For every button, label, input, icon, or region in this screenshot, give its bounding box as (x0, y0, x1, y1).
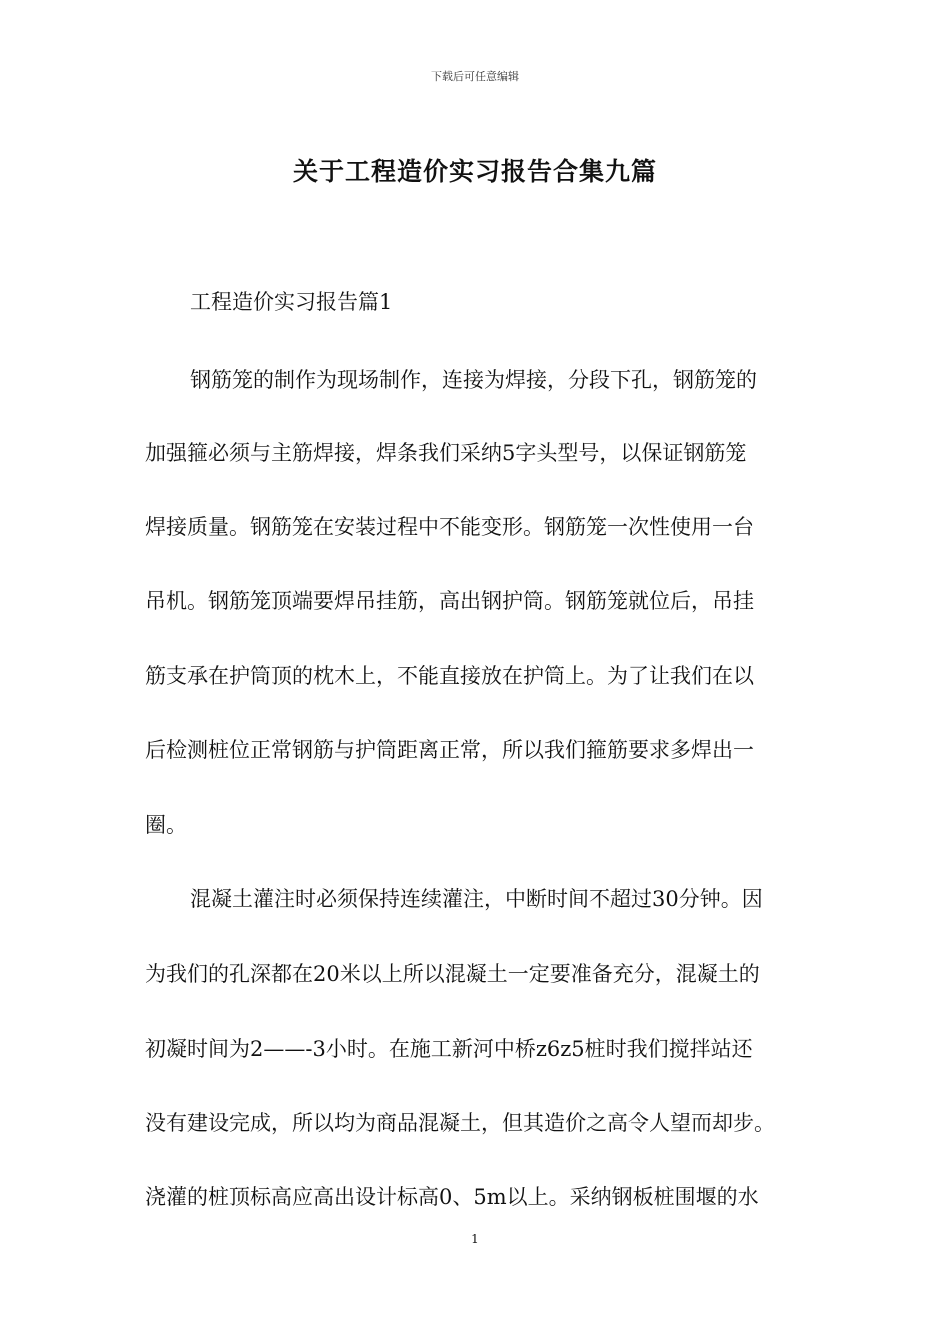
page-number: 1 (471, 1232, 479, 1246)
body-text-line: 圈。 (145, 813, 187, 837)
body-text-line: 钢筋笼的制作为现场制作，连接为焊接，分段下孔，钢筋笼的 (190, 368, 757, 392)
body-text-line: 没有建设完成，所以均为商品混凝土，但其造价之高令人望而却步。 (145, 1111, 775, 1135)
body-text-line: 为我们的孔深都在20米以上所以混凝土一定要准备充分，混凝土的 (145, 962, 760, 986)
body-text-line: 筋支承在护筒顶的枕木上，不能直接放在护筒上。为了让我们在以 (145, 664, 754, 688)
body-text-line: 吊机。钢筋笼顶端要焊吊挂筋，高出钢护筒。钢筋笼就位后，吊挂 (145, 589, 754, 613)
document-title: 关于工程造价实习报告合集九篇 (292, 157, 657, 186)
body-text-line: 后检测桩位正常钢筋与护筒距离正常，所以我们箍筋要求多焊出一 (145, 738, 754, 762)
body-text-line: 焊接质量。钢筋笼在安装过程中不能变形。钢筋笼一次性使用一台 (145, 515, 754, 539)
body-text-line: 初凝时间为2——-3小时。在施工新河中桥z6z5桩时我们搅拌站还 (145, 1037, 753, 1061)
section-heading: 工程造价实习报告篇1 (190, 290, 393, 314)
body-text-line: 浇灌的桩顶标高应高出设计标高0、5m以上。采纳钢板桩围堰的水 (145, 1185, 759, 1209)
body-text-line: 混凝土灌注时必须保持连续灌注，中断时间不超过30分钟。因 (190, 887, 763, 911)
body-text-line: 加强箍必须与主筋焊接，焊条我们采纳5字头型号，以保证钢筋笼 (145, 441, 747, 465)
page-header-note: 下载后可任意编辑 (431, 70, 519, 83)
